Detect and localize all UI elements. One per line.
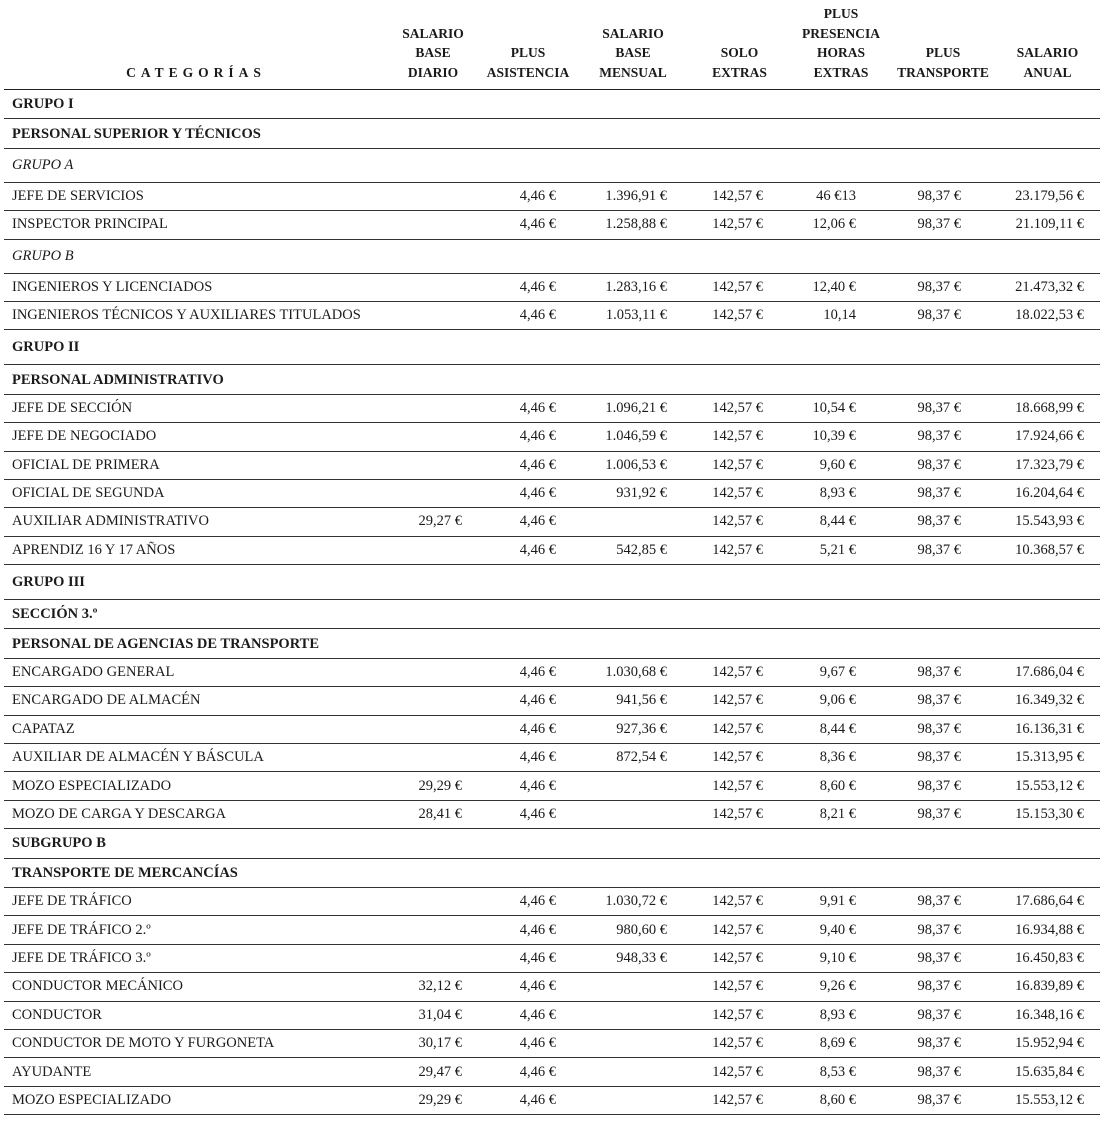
solo-extras-cell: 142,57 € (688, 273, 791, 301)
salario-base-diario-cell (388, 273, 478, 301)
salario-base-diario-cell: 29,29 € (388, 1086, 478, 1114)
subgroup-heading-row (4, 239, 1100, 273)
plus-asistencia-cell: 4,46 € (478, 451, 578, 479)
salario-anual-cell: 17.323,79 € (995, 451, 1100, 479)
plus-transporte-cell: 98,37 € (891, 508, 995, 536)
salario-base-mensual-cell (578, 1001, 688, 1029)
salario-anual-cell: 16.204,64 € (995, 479, 1100, 507)
plus-transporte-cell: 98,37 € (891, 182, 995, 210)
salario-anual-cell: 23.179,56 € (995, 182, 1100, 210)
plus-presencia-cell: 9,26 € (791, 973, 891, 1001)
salario-base-diario-cell (388, 887, 478, 915)
table-row (4, 536, 1100, 564)
salario-base-mensual-cell (578, 800, 688, 828)
salario-base-mensual-cell: 927,36 € (578, 715, 688, 743)
header-salario-anual: SALARIO ANUAL (995, 0, 1100, 90)
plus-transporte-cell: 98,37 € (891, 394, 995, 422)
table-row (4, 508, 1100, 536)
header-plus-asistencia: PLUS ASISTENCIA (478, 0, 578, 90)
salario-base-diario-cell (388, 182, 478, 210)
category-name-cell: AUXILIAR DE ALMACÉN Y BÁSCULA (4, 744, 388, 772)
category-name-cell: ENCARGADO DE ALMACÉN (4, 687, 388, 715)
header-categorias: CATEGORÍAS (4, 0, 388, 90)
plus-presencia-cell: 8,53 € (791, 1058, 891, 1086)
salario-base-mensual-cell: 1.258,88 € (578, 211, 688, 239)
plus-presencia-cell: 8,60 € (791, 1086, 891, 1114)
salario-base-mensual-cell (578, 1058, 688, 1086)
plus-asistencia-cell: 4,46 € (478, 800, 578, 828)
salario-base-mensual-cell: 1.046,59 € (578, 423, 688, 451)
category-name-cell: AYUDANTE (4, 1058, 388, 1086)
plus-presencia-cell: 9,40 € (791, 916, 891, 944)
plus-transporte-cell: 98,37 € (891, 744, 995, 772)
table-row (4, 1029, 1100, 1057)
category-name-cell: OFICIAL DE SEGUNDA (4, 479, 388, 507)
plus-asistencia-cell: 4,46 € (478, 658, 578, 686)
category-name-cell: JEFE DE TRÁFICO 3.º (4, 944, 388, 972)
section-heading: GRUPO II (4, 330, 1100, 365)
table-row (4, 772, 1100, 800)
plus-presencia-cell: 8,60 € (791, 772, 891, 800)
plus-transporte-cell: 98,37 € (891, 1058, 995, 1086)
salario-base-mensual-cell (578, 508, 688, 536)
plus-transporte-cell: 98,37 € (891, 1086, 995, 1114)
plus-transporte-cell: 98,37 € (891, 944, 995, 972)
section-heading: PERSONAL DE AGENCIAS DE TRANSPORTE (4, 629, 1100, 658)
table-row (4, 273, 1100, 301)
header-solo-extras: SOLO EXTRAS (688, 0, 791, 90)
solo-extras-cell: 142,57 € (688, 800, 791, 828)
header-salario-base-diario: SALARIO BASE DIARIO (388, 0, 478, 90)
plus-presencia-cell: 10,39 € (791, 423, 891, 451)
salario-base-mensual-cell (578, 1086, 688, 1114)
salario-base-mensual-cell: 1.053,11 € (578, 301, 688, 329)
salario-base-mensual-cell (578, 1029, 688, 1057)
salario-base-diario-cell: 28,41 € (388, 800, 478, 828)
salario-anual-cell: 16.348,16 € (995, 1001, 1100, 1029)
solo-extras-cell: 142,57 € (688, 658, 791, 686)
category-name-cell: AUXILIAR ADMINISTRATIVO (4, 508, 388, 536)
plus-transporte-cell: 98,37 € (891, 479, 995, 507)
solo-extras-cell: 142,57 € (688, 973, 791, 1001)
salario-base-mensual-cell: 1.096,21 € (578, 394, 688, 422)
section-heading-row (4, 829, 1100, 858)
salario-base-diario-cell: 30,17 € (388, 1029, 478, 1057)
salario-anual-cell: 21.109,11 € (995, 211, 1100, 239)
salario-base-diario-cell (388, 744, 478, 772)
section-heading-row (4, 629, 1100, 658)
category-name-cell: JEFE DE NEGOCIADO (4, 423, 388, 451)
table-row (4, 423, 1100, 451)
plus-asistencia-cell: 4,46 € (478, 744, 578, 772)
salario-base-diario-cell (388, 916, 478, 944)
table-row (4, 744, 1100, 772)
table-row (4, 1001, 1100, 1029)
category-name-cell: INGENIEROS TÉCNICOS Y AUXILIARES TITULADOS (4, 301, 388, 329)
plus-asistencia-cell: 4,46 € (478, 772, 578, 800)
salario-anual-cell: 17.686,64 € (995, 887, 1100, 915)
category-name-cell: OFICIAL DE PRIMERA (4, 451, 388, 479)
salario-base-diario-cell (388, 451, 478, 479)
category-name-cell: CONDUCTOR MECÁNICO (4, 973, 388, 1001)
subgroup-heading: GRUPO A (4, 148, 1100, 182)
header-salario-base-mensual: SALARIO BASE MENSUAL (578, 0, 688, 90)
plus-transporte-cell: 98,37 € (891, 687, 995, 715)
salario-base-mensual-cell: 542,85 € (578, 536, 688, 564)
category-name-cell: CONDUCTOR (4, 1001, 388, 1029)
salario-anual-cell: 16.934,88 € (995, 916, 1100, 944)
salario-base-mensual-cell (578, 973, 688, 1001)
salario-base-diario-cell: 32,12 € (388, 973, 478, 1001)
salario-anual-cell: 15.553,12 € (995, 772, 1100, 800)
plus-transporte-cell: 98,37 € (891, 423, 995, 451)
table-row (4, 658, 1100, 686)
plus-transporte-cell: 98,37 € (891, 1001, 995, 1029)
category-name-cell: ENCARGADO GENERAL (4, 658, 388, 686)
solo-extras-cell: 142,57 € (688, 1029, 791, 1057)
solo-extras-cell: 142,57 € (688, 715, 791, 743)
table-row (4, 394, 1100, 422)
section-heading: SECCIÓN 3.º (4, 600, 1100, 629)
plus-asistencia-cell: 4,46 € (478, 715, 578, 743)
category-name-cell: CAPATAZ (4, 715, 388, 743)
solo-extras-cell: 142,57 € (688, 1001, 791, 1029)
plus-transporte-cell: 98,37 € (891, 1029, 995, 1057)
salario-anual-cell: 15.635,84 € (995, 1058, 1100, 1086)
salario-anual-cell: 10.368,57 € (995, 536, 1100, 564)
salario-base-mensual-cell: 980,60 € (578, 916, 688, 944)
solo-extras-cell: 142,57 € (688, 772, 791, 800)
subgroup-heading: GRUPO B (4, 239, 1100, 273)
plus-presencia-cell: 12,06 € (791, 211, 891, 239)
plus-transporte-cell: 98,37 € (891, 772, 995, 800)
plus-transporte-cell: 98,37 € (891, 973, 995, 1001)
category-name-cell: MOZO DE CARGA Y DESCARGA (4, 800, 388, 828)
category-name-cell: JEFE DE SERVICIOS (4, 182, 388, 210)
salario-anual-cell: 15.952,94 € (995, 1029, 1100, 1057)
table-row (4, 800, 1100, 828)
section-heading-row (4, 119, 1100, 148)
solo-extras-cell: 142,57 € (688, 536, 791, 564)
solo-extras-cell: 142,57 € (688, 423, 791, 451)
salario-base-diario-cell (388, 479, 478, 507)
section-heading: SUBGRUPO B (4, 829, 1100, 858)
salario-base-diario-cell (388, 944, 478, 972)
plus-asistencia-cell: 4,46 € (478, 423, 578, 451)
plus-presencia-cell: 5,21 € (791, 536, 891, 564)
salario-anual-cell: 15.153,30 € (995, 800, 1100, 828)
plus-transporte-cell: 98,37 € (891, 887, 995, 915)
solo-extras-cell: 142,57 € (688, 394, 791, 422)
section-heading-row (4, 565, 1100, 600)
salario-base-diario-cell (388, 687, 478, 715)
salario-base-diario-cell (388, 658, 478, 686)
plus-transporte-cell: 98,37 € (891, 536, 995, 564)
plus-presencia-cell: 10,14 (791, 301, 891, 329)
plus-asistencia-cell: 4,46 € (478, 973, 578, 1001)
plus-transporte-cell: 98,37 € (891, 301, 995, 329)
section-heading: GRUPO III (4, 565, 1100, 600)
plus-transporte-cell: 98,37 € (891, 715, 995, 743)
salario-base-mensual-cell: 1.030,72 € (578, 887, 688, 915)
table-row (4, 916, 1100, 944)
table-row (4, 973, 1100, 1001)
plus-presencia-cell: 9,60 € (791, 451, 891, 479)
plus-asistencia-cell: 4,46 € (478, 479, 578, 507)
plus-asistencia-cell: 4,46 € (478, 887, 578, 915)
plus-asistencia-cell: 4,46 € (478, 1086, 578, 1114)
solo-extras-cell: 142,57 € (688, 687, 791, 715)
salario-anual-cell: 15.313,95 € (995, 744, 1100, 772)
category-name-cell: INGENIEROS Y LICENCIADOS (4, 273, 388, 301)
table-row (4, 944, 1100, 972)
plus-asistencia-cell: 4,46 € (478, 944, 578, 972)
plus-transporte-cell: 98,37 € (891, 211, 995, 239)
salario-anual-cell: 15.553,12 € (995, 1086, 1100, 1114)
salario-base-diario-cell (388, 715, 478, 743)
plus-presencia-cell: 8,21 € (791, 800, 891, 828)
salario-base-mensual-cell (578, 772, 688, 800)
plus-presencia-cell: 8,44 € (791, 715, 891, 743)
plus-asistencia-cell: 4,46 € (478, 182, 578, 210)
plus-asistencia-cell: 4,46 € (478, 301, 578, 329)
plus-presencia-cell: 9,06 € (791, 687, 891, 715)
salario-base-diario-cell: 31,04 € (388, 1001, 478, 1029)
plus-asistencia-cell: 4,46 € (478, 1058, 578, 1086)
category-name-cell: JEFE DE TRÁFICO (4, 887, 388, 915)
salario-anual-cell: 21.473,32 € (995, 273, 1100, 301)
plus-asistencia-cell: 4,46 € (478, 273, 578, 301)
solo-extras-cell: 142,57 € (688, 451, 791, 479)
solo-extras-cell: 142,57 € (688, 301, 791, 329)
table-row (4, 887, 1100, 915)
salario-anual-cell: 16.839,89 € (995, 973, 1100, 1001)
plus-presencia-cell: 8,44 € (791, 508, 891, 536)
plus-transporte-cell: 98,37 € (891, 658, 995, 686)
plus-presencia-cell: 8,36 € (791, 744, 891, 772)
section-heading-row (4, 600, 1100, 629)
table-row (4, 479, 1100, 507)
plus-transporte-cell: 98,37 € (891, 451, 995, 479)
plus-asistencia-cell: 4,46 € (478, 916, 578, 944)
plus-asistencia-cell: 4,46 € (478, 687, 578, 715)
section-heading: PERSONAL SUPERIOR Y TÉCNICOS (4, 119, 1100, 148)
header-row (4, 0, 1100, 90)
table-row (4, 687, 1100, 715)
section-heading-row (4, 858, 1100, 887)
plus-transporte-cell: 98,37 € (891, 273, 995, 301)
salario-anual-cell: 16.450,83 € (995, 944, 1100, 972)
salario-base-diario-cell: 29,47 € (388, 1058, 478, 1086)
solo-extras-cell: 142,57 € (688, 182, 791, 210)
solo-extras-cell: 142,57 € (688, 916, 791, 944)
salario-base-mensual-cell: 1.396,91 € (578, 182, 688, 210)
salario-base-mensual-cell: 948,33 € (578, 944, 688, 972)
plus-presencia-cell: 9,67 € (791, 658, 891, 686)
salario-base-diario-cell (388, 423, 478, 451)
salario-anual-cell: 16.349,32 € (995, 687, 1100, 715)
category-name-cell: MOZO ESPECIALIZADO (4, 772, 388, 800)
plus-presencia-cell: 8,93 € (791, 1001, 891, 1029)
salario-base-mensual-cell: 1.030,68 € (578, 658, 688, 686)
solo-extras-cell: 142,57 € (688, 479, 791, 507)
table-row (4, 715, 1100, 743)
section-heading: TRANSPORTE DE MERCANCÍAS (4, 858, 1100, 887)
plus-presencia-cell: 10,54 € (791, 394, 891, 422)
salario-anual-cell: 16.136,31 € (995, 715, 1100, 743)
plus-presencia-cell: 46 €13 (791, 182, 891, 210)
solo-extras-cell: 142,57 € (688, 1086, 791, 1114)
salario-base-diario-cell (388, 301, 478, 329)
plus-asistencia-cell: 4,46 € (478, 508, 578, 536)
table-row (4, 301, 1100, 329)
plus-presencia-cell: 12,40 € (791, 273, 891, 301)
header-plus-presencia-horas-extras: PLUS PRESENCIA HORAS EXTRAS (791, 0, 891, 90)
salario-base-mensual-cell: 872,54 € (578, 744, 688, 772)
salario-anual-cell: 18.668,99 € (995, 394, 1100, 422)
plus-transporte-cell: 98,37 € (891, 916, 995, 944)
plus-asistencia-cell: 4,46 € (478, 536, 578, 564)
table-row (4, 1086, 1100, 1114)
plus-asistencia-cell: 4,46 € (478, 1001, 578, 1029)
solo-extras-cell: 142,57 € (688, 887, 791, 915)
solo-extras-cell: 142,57 € (688, 211, 791, 239)
plus-presencia-cell: 9,91 € (791, 887, 891, 915)
table-row (4, 451, 1100, 479)
category-name-cell: JEFE DE SECCIÓN (4, 394, 388, 422)
solo-extras-cell: 142,57 € (688, 744, 791, 772)
section-heading-row (4, 330, 1100, 365)
category-name-cell: CONDUCTOR DE MOTO Y FURGONETA (4, 1029, 388, 1057)
salario-base-diario-cell: 29,27 € (388, 508, 478, 536)
salario-base-diario-cell (388, 536, 478, 564)
plus-presencia-cell: 8,93 € (791, 479, 891, 507)
header-plus-transporte: PLUS TRANSPORTE (891, 0, 995, 90)
salario-anual-cell: 15.543,93 € (995, 508, 1100, 536)
category-name-cell: INSPECTOR PRINCIPAL (4, 211, 388, 239)
plus-asistencia-cell: 4,46 € (478, 211, 578, 239)
plus-asistencia-cell: 4,46 € (478, 1029, 578, 1057)
section-heading: GRUPO I (4, 90, 1100, 119)
salario-anual-cell: 17.686,04 € (995, 658, 1100, 686)
section-heading-row (4, 365, 1100, 394)
plus-presencia-cell: 8,69 € (791, 1029, 891, 1057)
subgroup-heading-row (4, 148, 1100, 182)
salario-base-mensual-cell: 1.283,16 € (578, 273, 688, 301)
salario-base-diario-cell (388, 394, 478, 422)
solo-extras-cell: 142,57 € (688, 508, 791, 536)
salario-base-diario-cell: 29,29 € (388, 772, 478, 800)
salario-anual-cell: 17.924,66 € (995, 423, 1100, 451)
table-body (4, 90, 1100, 1115)
category-name-cell: JEFE DE TRÁFICO 2.º (4, 916, 388, 944)
table-row (4, 182, 1100, 210)
salario-base-mensual-cell: 1.006,53 € (578, 451, 688, 479)
section-heading: PERSONAL ADMINISTRATIVO (4, 365, 1100, 394)
salario-base-mensual-cell: 941,56 € (578, 687, 688, 715)
plus-presencia-cell: 9,10 € (791, 944, 891, 972)
plus-asistencia-cell: 4,46 € (478, 394, 578, 422)
solo-extras-cell: 142,57 € (688, 1058, 791, 1086)
salario-anual-cell: 18.022,53 € (995, 301, 1100, 329)
salario-base-mensual-cell: 931,92 € (578, 479, 688, 507)
table-row (4, 211, 1100, 239)
plus-transporte-cell: 98,37 € (891, 800, 995, 828)
table-row (4, 1058, 1100, 1086)
solo-extras-cell: 142,57 € (688, 944, 791, 972)
category-name-cell: MOZO ESPECIALIZADO (4, 1086, 388, 1114)
section-heading-row (4, 90, 1100, 119)
salario-base-diario-cell (388, 211, 478, 239)
salary-table (4, 0, 1100, 1115)
category-name-cell: APRENDIZ 16 Y 17 AÑOS (4, 536, 388, 564)
